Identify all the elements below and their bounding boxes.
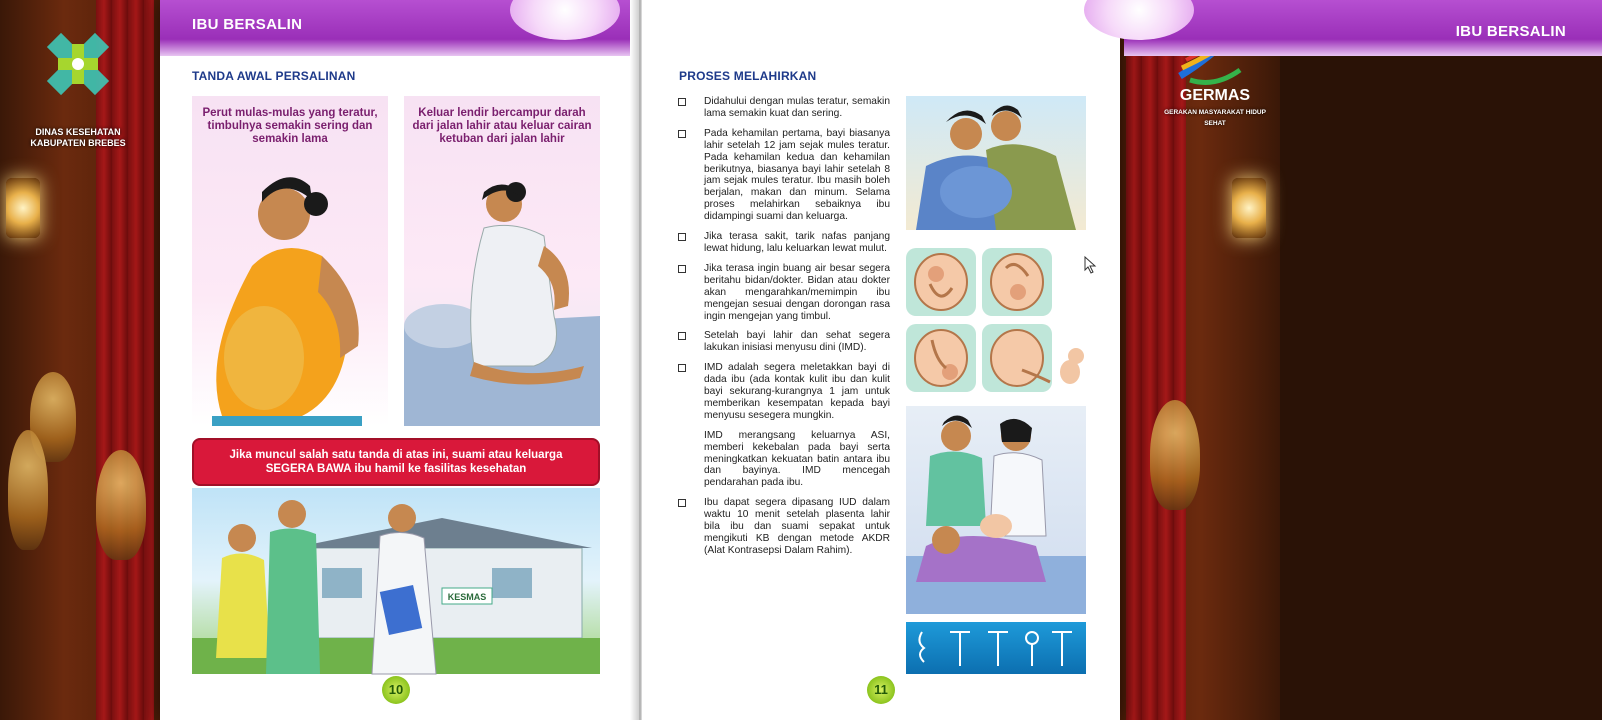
- list-item: Setelah bayi lahir dan sehat segera lakukan inisiasi menyusu dini (IMD).: [678, 330, 890, 354]
- couple-scene: [906, 96, 1086, 230]
- iud-devices-illustration: [906, 622, 1086, 674]
- panel-contractions-text: Perut mulas-mulas yang teratur, timbulnya semakin sering dan semakin lama: [202, 107, 378, 145]
- dinkes-emblem-icon: [28, 24, 128, 122]
- list-item: Jika terasa ingin buang air besar segera beritahu bidan/dokter. Bidan atau dokter akan mengarahkan/memimpin ibu mengejan sesuai dengan dorongan rasa ingin mengejan yang timbul.: [678, 263, 890, 323]
- right-header-title: IBU BERSALIN: [1455, 23, 1566, 40]
- germas-tagline: GERAKAN MASYARAKAT HIDUP SEHAT: [1164, 109, 1266, 127]
- left-section-title: TANDA AWAL PERSALINAN: [192, 69, 356, 83]
- list-item: Pada kehamilan pertama, bayi biasanya lahir setelah 12 jam sejak mules teratur. Pada kehamilan kedua dan kehamilan berikutnya, biasanya bayi lahir setelah 8 jam sejak mules teratur. Ibu masih boleh berjalan, makan dan minum. Selama proses melahirkan sebaiknya ibu didampingi suami dan keluarga.: [678, 128, 890, 223]
- right-section-title: PROSES MELAHIRKAN: [679, 69, 817, 83]
- list-item: Didahului dengan mulas teratur, semakin lama semakin kuat dan sering.: [678, 96, 890, 120]
- newborn-icon: [1052, 344, 1092, 388]
- bullet-icon: [678, 233, 686, 241]
- imd-scene: [906, 406, 1086, 614]
- fetal-stage-2: [982, 248, 1052, 316]
- clinic-sign: KESMAS: [447, 592, 487, 602]
- right-header-band: [1124, 0, 1602, 56]
- bullet-icon: [678, 98, 686, 106]
- dinkes-line1: DINAS KESEHATAN: [35, 127, 121, 137]
- left-header-band: [160, 0, 638, 56]
- fetus-icon: [906, 324, 976, 392]
- labor-process-list: [678, 96, 890, 565]
- fetal-stage-3: [906, 324, 976, 392]
- alert-line1: Jika muncul salah satu tanda di atas ini, suami atau keluarga: [229, 449, 563, 461]
- figurine-left-3: [96, 450, 146, 560]
- kneeling-woman-illustration: [404, 96, 600, 426]
- page-left: [160, 0, 638, 720]
- iud-icons: [906, 622, 1086, 674]
- bullet-icon: [678, 265, 686, 273]
- bullet-icon: [678, 332, 686, 340]
- panel-contractions: [192, 96, 388, 426]
- couple-illustration: [906, 96, 1086, 230]
- flower-decoration: [510, 0, 620, 40]
- bullet-icon: [678, 364, 686, 372]
- bullet-icon: [678, 130, 686, 138]
- bullet-icon: [678, 499, 686, 507]
- fetal-stage-1: [906, 248, 976, 316]
- mouse-cursor-icon: [1084, 256, 1098, 274]
- figurine-left-2: [8, 430, 48, 550]
- list-item: Ibu dapat segera dipasang IUD dalam waktu 10 menit setelah plasenta lahir bila ibu dan suami sepakat untuk mengikuti KB dengan metode AKDR (Alat Kontrasepsi Dalam Rahim).: [678, 497, 890, 557]
- fetal-stage-4: [982, 324, 1052, 392]
- left-header-title: IBU BERSALIN: [192, 16, 303, 33]
- panel-discharge-text: Keluar lendir bercampur darah dari jalan lahir atau keluar cairan ketuban dari jalan lahir: [412, 107, 592, 145]
- germas-name: GERMAS: [1179, 87, 1251, 104]
- dinkes-line2: KABUPATEN BREBES: [30, 138, 126, 148]
- pregnant-woman-illustration: [192, 96, 388, 426]
- lamp-left: [6, 178, 40, 238]
- flower-decoration-right: [1084, 0, 1194, 40]
- list-item: IMD adalah segera meletakkan bayi di dada ibu (ada kontak kulit ibu dan kulit bayi sekurang-kurangnya 1 jam untuk memberikan kesempatan kepada bayi menyusu sesegera mungkin.: [678, 362, 890, 422]
- health-facility-illustration: [192, 488, 600, 674]
- imd-paragraph: IMD merangsang keluarnya ASI, memberi kekebalan pada bayi serta meningkatkan kekuatan batin antara ibu dan bayinya. IMD mencegah pendarahan pada ibu.: [704, 429, 890, 489]
- fetus-icon: [982, 324, 1052, 392]
- clinic-scene: [192, 488, 600, 674]
- dinkes-logo: [28, 24, 128, 149]
- alert-banner: [192, 438, 600, 486]
- alert-line2: SEGERA BAWA ibu hamil ke fasilitas kesehatan: [265, 463, 527, 475]
- page-number-right: 11: [867, 676, 895, 704]
- lamp-right: [1232, 178, 1266, 238]
- fetus-icon: [906, 248, 976, 316]
- imd-illustration: [906, 406, 1086, 614]
- figurine-right: [1150, 400, 1200, 510]
- page-number-left: 10: [382, 676, 410, 704]
- panel-discharge: [404, 96, 600, 426]
- fetus-icon: [982, 248, 1052, 316]
- list-item: Jika terasa sakit, tarik nafas panjang lewat hidung, lalu keluarkan lewat mulut.: [678, 231, 890, 255]
